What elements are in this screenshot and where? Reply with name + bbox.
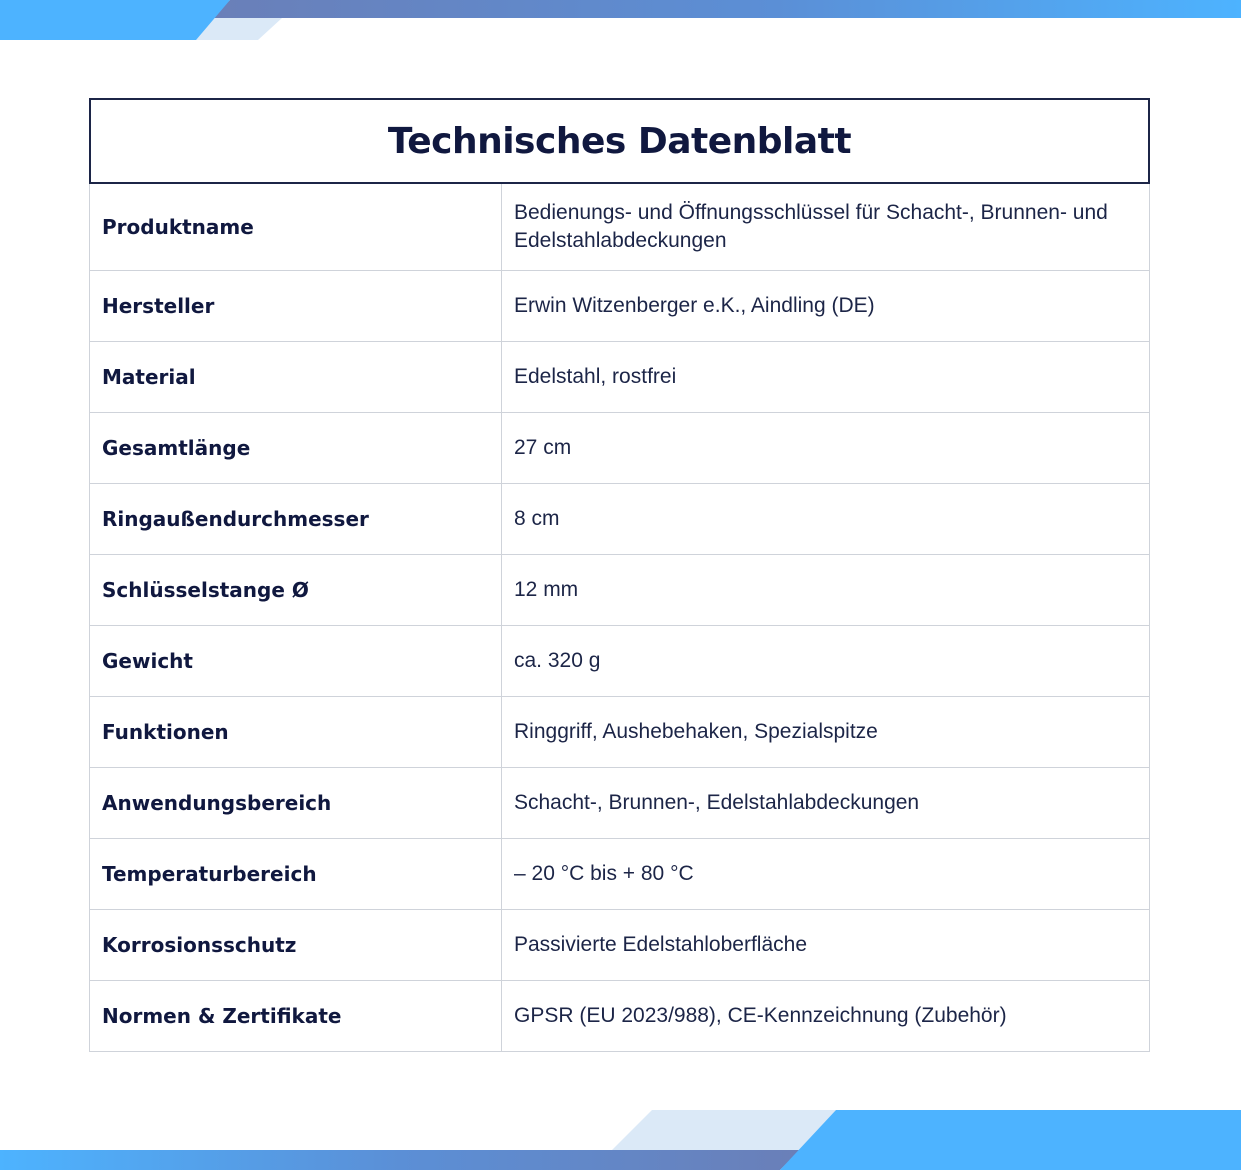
spec-table <box>89 184 1150 1052</box>
table-row <box>90 271 1150 342</box>
datasheet <box>89 98 1150 1052</box>
row-value: 27 cm <box>502 413 1150 484</box>
row-label: Gesamtlänge <box>90 413 502 484</box>
table-row <box>90 839 1150 910</box>
table-row <box>90 555 1150 626</box>
row-label: Ringaußendurchmesser <box>90 484 502 555</box>
table-row <box>90 697 1150 768</box>
table-row <box>90 910 1150 981</box>
row-label: Hersteller <box>90 271 502 342</box>
table-row <box>90 981 1150 1052</box>
row-value: Edelstahl, rostfrei <box>502 342 1150 413</box>
row-value: Erwin Witzenberger e.K., Aindling (DE) <box>502 271 1150 342</box>
row-value: – 20 °C bis + 80 °C <box>502 839 1150 910</box>
top-decorative-band <box>0 0 1241 42</box>
row-value: Schacht-, Brunnen-, Edelstahlabdeckungen <box>502 768 1150 839</box>
table-row <box>90 626 1150 697</box>
row-value: Bedienungs- und Öffnungsschlüssel für Schacht-, Brunnen- und Edelstahlabdeckungen <box>502 184 1150 271</box>
page-title: Technisches Datenblatt <box>89 98 1150 184</box>
row-value: 8 cm <box>502 484 1150 555</box>
table-row <box>90 413 1150 484</box>
row-value: Ringgriff, Aushebehaken, Spezialspitze <box>502 697 1150 768</box>
row-label: Produktname <box>90 184 502 271</box>
row-label: Funktionen <box>90 697 502 768</box>
row-value: GPSR (EU 2023/988), CE-Kennzeichnung (Zubehör) <box>502 981 1150 1052</box>
row-label: Gewicht <box>90 626 502 697</box>
row-label: Material <box>90 342 502 413</box>
row-value: 12 mm <box>502 555 1150 626</box>
row-label: Korrosionsschutz <box>90 910 502 981</box>
table-row <box>90 342 1150 413</box>
row-label: Anwendungsbereich <box>90 768 502 839</box>
bottom-decorative-band <box>0 1110 1241 1170</box>
row-value: ca. 320 g <box>502 626 1150 697</box>
table-row <box>90 484 1150 555</box>
row-value: Passivierte Edelstahloberfläche <box>502 910 1150 981</box>
table-row <box>90 768 1150 839</box>
row-label: Schlüsselstange Ø <box>90 555 502 626</box>
row-label: Temperaturbereich <box>90 839 502 910</box>
row-label: Normen & Zertifikate <box>90 981 502 1052</box>
table-row <box>90 184 1150 271</box>
